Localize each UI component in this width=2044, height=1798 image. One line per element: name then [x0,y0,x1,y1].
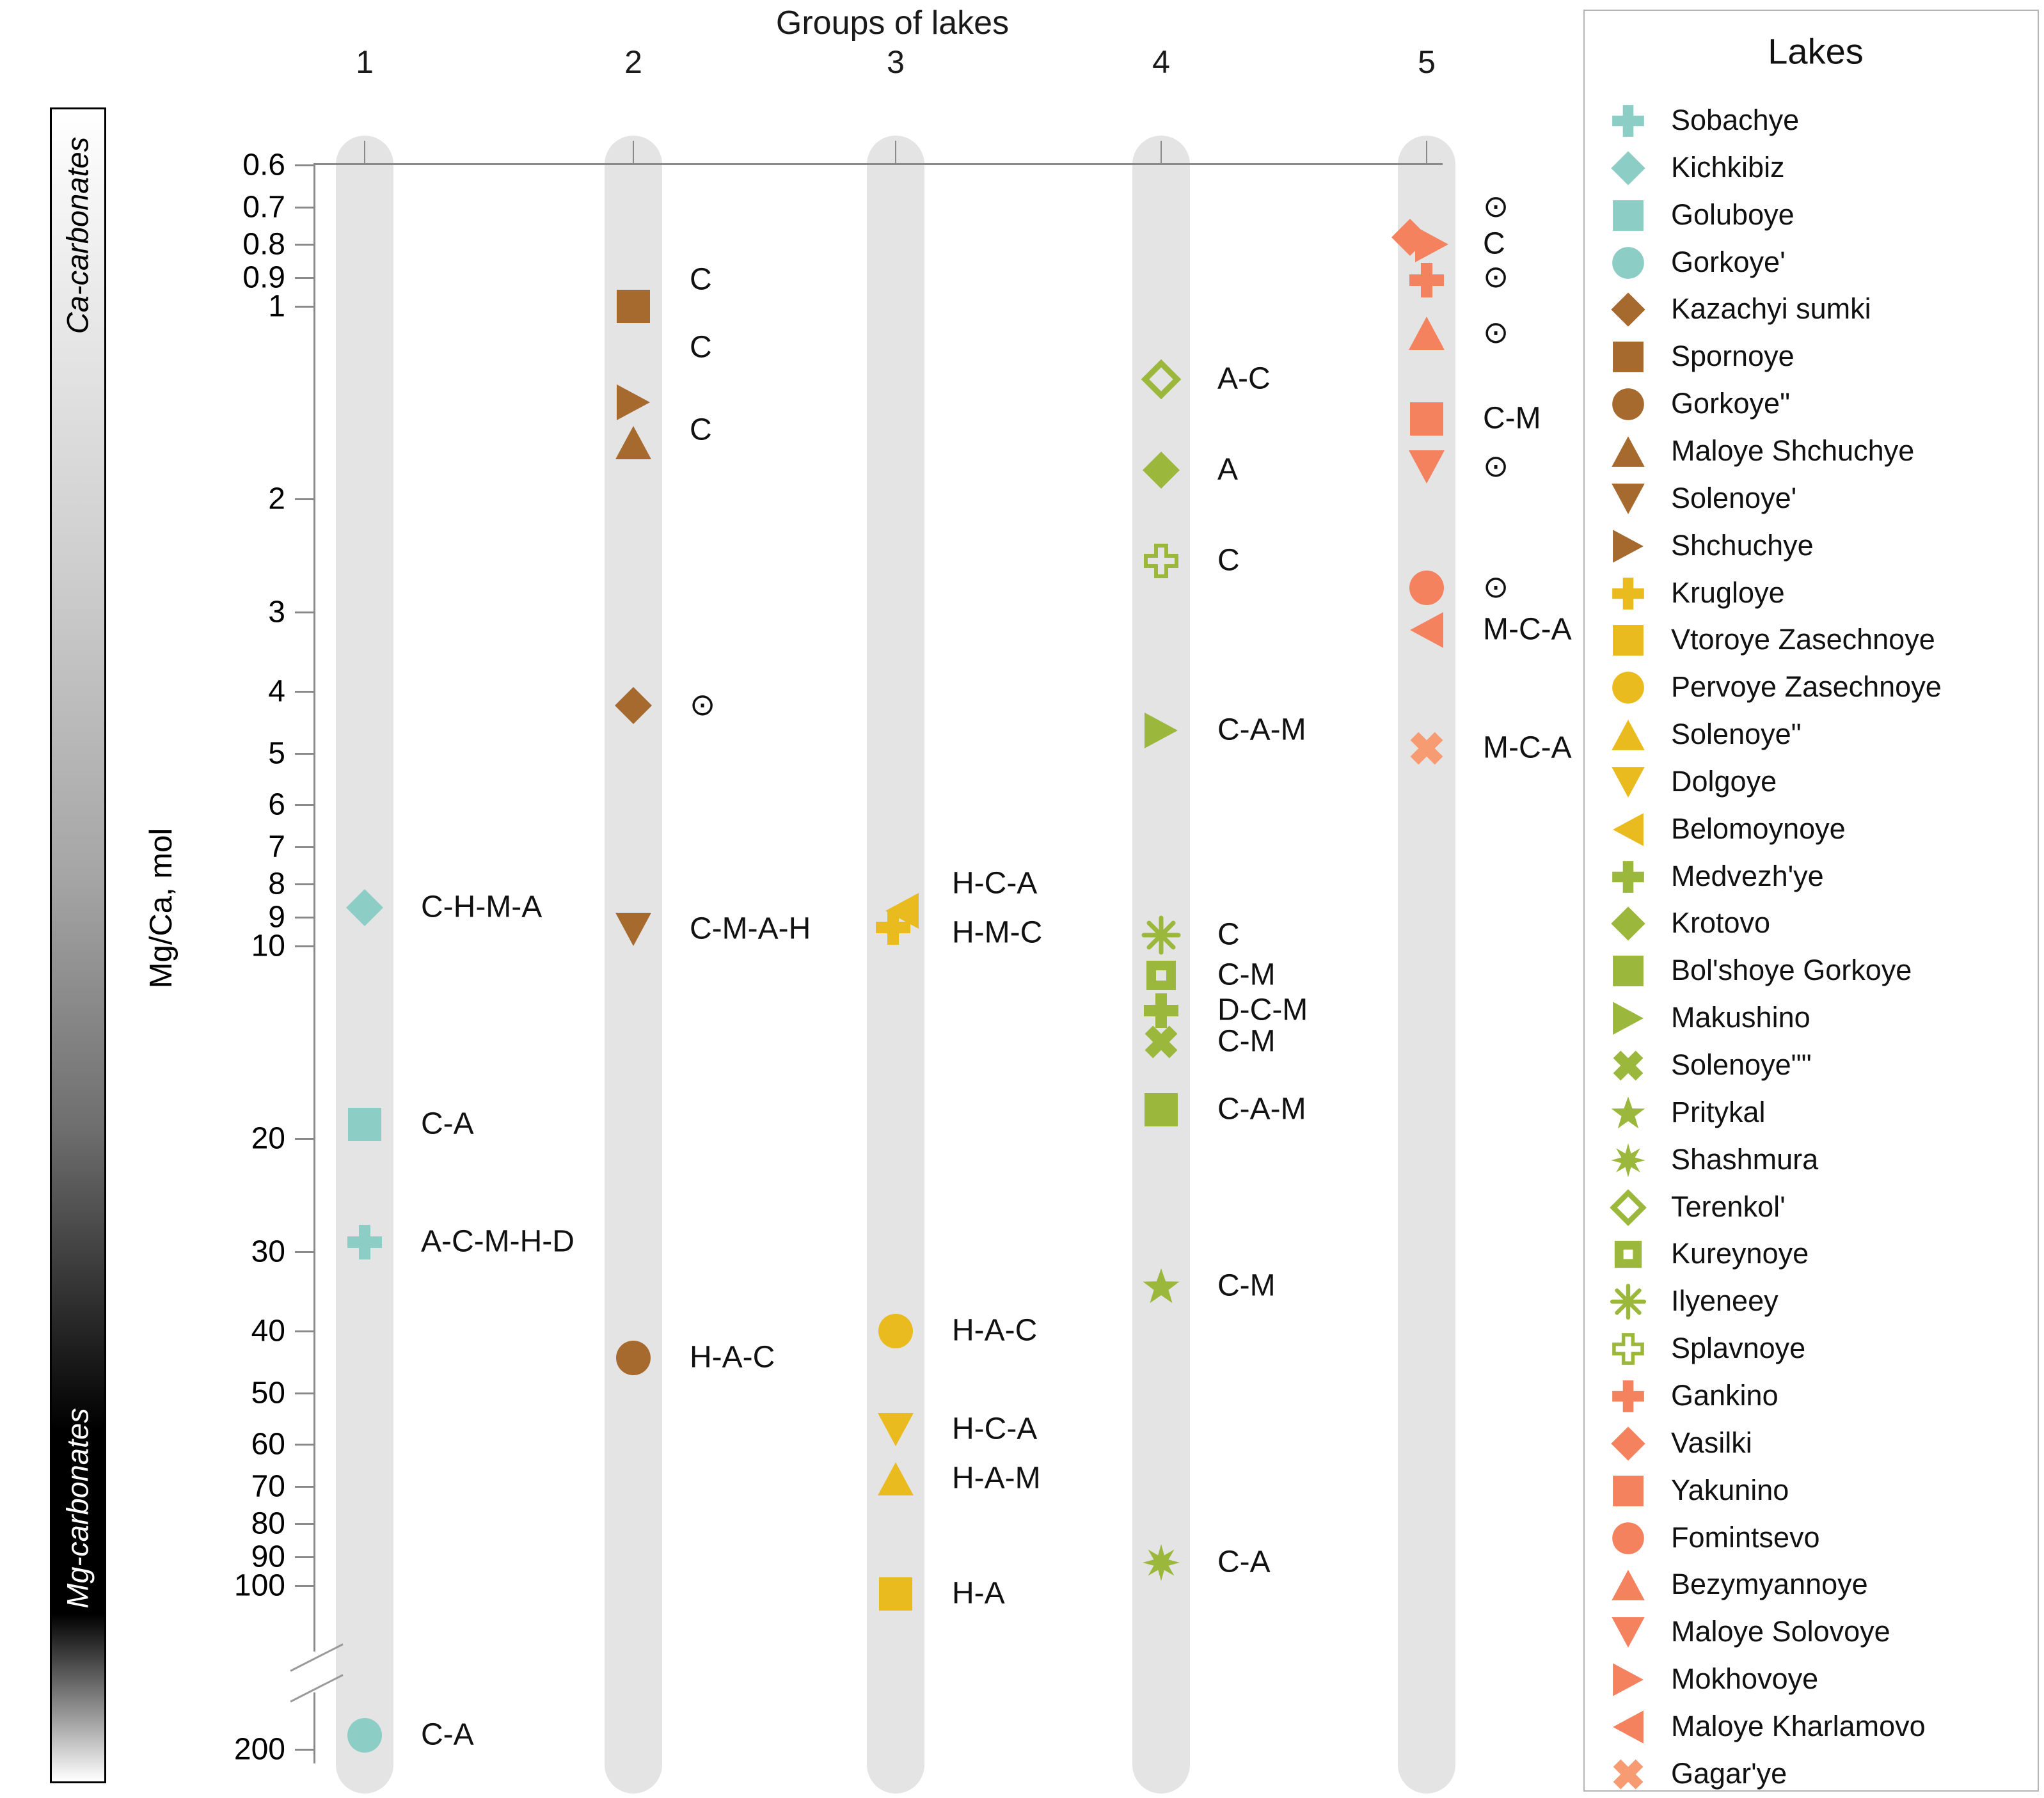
legend-marker-icon [1610,150,1645,185]
marker-plus-open-icon [1142,542,1180,580]
legend-marker-icon [1610,954,1645,989]
marker-square-icon [614,287,653,326]
legend-marker-icon [1610,906,1645,942]
marker-tri-right-icon [1142,711,1180,750]
y-tick [295,883,314,885]
y-tick [295,917,314,919]
legend-item [1607,478,2029,518]
marker-x-icon [1407,729,1446,768]
legend-item [1607,856,2029,896]
group-header: 2 [624,44,642,80]
legend-item [1607,1471,2029,1510]
y-tick [295,1330,314,1332]
marker-square-icon [1142,1091,1180,1129]
marker-diamond-open-icon [1142,360,1180,398]
legend-item-label: Krotovo [1671,906,1771,940]
legend-item [1607,100,2029,140]
marker-tri-left-icon [883,892,921,930]
point-label: H-A-M [952,1461,1041,1495]
legend-item [1607,148,2029,187]
y-tick [295,753,314,755]
point-label: C [690,262,712,297]
y-tick-label: 0.8 [242,227,285,262]
y-tick [295,1585,314,1587]
y-tick [295,1392,314,1394]
legend-item-label: Solenoye"" [1671,1048,1812,1081]
legend-item [1607,950,2029,990]
legend-item-label: Shchuchye [1671,528,1814,562]
legend-item [1607,336,2029,376]
legend-marker-icon [1610,386,1645,422]
point-label: ⊙ [1483,260,1509,294]
legend-marker-icon [1610,1520,1645,1556]
legend-item [1607,903,2029,943]
legend-item-label: Splavnoye [1671,1332,1806,1365]
legend-marker-icon [1610,1095,1645,1130]
marker-tri-left-icon [1407,611,1446,649]
marker-square-icon [345,1105,384,1144]
y-tick-label: 2 [268,482,285,516]
legend-item-label: Sobachye [1671,104,1800,136]
y-tick [295,1486,314,1488]
legend-item [1607,809,2029,849]
marker-square-icon [876,1575,915,1613]
legend-marker-icon [1610,103,1645,138]
y-tick-label: 9 [268,900,285,934]
marker-diamond-icon [614,686,653,725]
y-tick-label: 8 [268,867,285,901]
point-label: C-M [1217,958,1276,992]
y-tick-label: 90 [251,1540,285,1574]
marker-tri-up-icon [1407,314,1446,352]
y-tick-label: 0.6 [242,148,285,182]
y-tick-label: 20 [251,1121,285,1156]
point-label: A-C-M-H-D [421,1224,574,1259]
y-axis-title: Mg/Ca, mol [144,828,178,989]
legend-item-label: Maloye Kharlamovo [1671,1709,1926,1742]
y-tick [295,244,314,246]
y-tick [295,306,314,308]
legend-item-label: Solenoye' [1671,481,1797,514]
legend-marker-icon [1610,1237,1645,1272]
legend-marker-icon [1610,1473,1645,1508]
chart-title: Groups of lakes [775,4,1010,42]
point-label: A [1217,452,1239,487]
legend-marker-icon [1610,623,1645,658]
x-axis-line [314,163,1443,165]
point-label: ⊙ [1483,570,1509,604]
legend-marker-icon [1610,340,1645,375]
y-tick-label: 50 [251,1376,285,1410]
group-top-tick [1161,141,1162,164]
legend-item-label: Solenoye" [1671,718,1802,751]
legend-item [1607,1376,2029,1416]
legend-item-label: Makushino [1671,1001,1810,1034]
point-label: D-C-M [1217,993,1308,1027]
marker-circle-icon [1407,569,1446,607]
point-label: ⊙ [1483,190,1509,225]
legend-marker-icon [1610,528,1645,564]
y-tick-label: 100 [234,1568,285,1603]
legend-marker-icon [1610,1426,1645,1461]
point-label: C-M [1483,401,1541,436]
legend-item [1607,1423,2029,1463]
legend-item [1607,431,2029,471]
marker-tri-down-icon [1407,448,1446,486]
marker-circle-icon [876,1312,915,1350]
point-label: C-A [1217,1545,1271,1579]
legend-marker-icon [1610,1331,1645,1366]
legend-item-label: Pritykal [1671,1095,1766,1128]
y-tick [295,846,314,848]
y-tick-label: 5 [268,736,285,771]
legend-item-label: Kichkibiz [1671,150,1785,184]
legend-marker-icon [1610,859,1645,894]
group-band [336,136,393,1794]
legend-marker-icon [1610,670,1645,706]
point-label: H-A [952,1576,1005,1611]
legend-item-label: Gankino [1671,1378,1779,1412]
marker-tri-right-icon [1413,225,1451,264]
y-tick-label: 60 [251,1427,285,1462]
y-tick [295,691,314,693]
point-label: C [1217,543,1240,578]
legend-marker-icon [1610,245,1645,280]
legend-item [1607,573,2029,613]
y-tick [295,1523,314,1525]
y-tick [295,1749,314,1751]
marker-sunburst-icon [1142,1543,1180,1582]
legend-item [1607,667,2029,707]
point-label: A-C [1217,361,1271,396]
point-label: M-C-A [1483,730,1572,764]
legend-item [1607,1045,2029,1085]
y-tick-label: 10 [251,929,285,963]
legend-item-label: Bol'shoye Gorkoye [1671,954,1912,987]
group-band [1398,136,1455,1794]
y-tick-label: 6 [268,787,285,822]
y-tick [295,1556,314,1558]
marker-square-hole-icon [1142,956,1180,995]
point-label: C-M-A-H [690,911,811,945]
legend-item-label: Vtoroye Zasechnoye [1671,623,1935,656]
legend-marker-icon [1610,481,1645,516]
marker-star-icon [1142,1267,1180,1305]
legend-item [1607,242,2029,282]
ca-carbonates-label: Ca-carbonates [60,136,95,335]
legend-marker-icon [1610,717,1645,752]
legend-marker-icon [1610,764,1645,800]
point-label: C-M [1217,1268,1276,1303]
legend-marker-icon [1610,1615,1645,1650]
legend-item [1607,384,2029,423]
point-label: C-A-M [1217,1092,1306,1126]
legend-item-label: Vasilki [1671,1426,1752,1459]
marker-diamond-icon [345,888,384,927]
point-label: H-C-A [952,866,1038,901]
legend-item [1607,1281,2029,1321]
legend-item [1607,1565,2029,1604]
legend-item [1607,998,2029,1037]
legend-item-label: Ilyeneey [1671,1284,1779,1318]
group-header: 5 [1418,44,1436,80]
group-header: 3 [887,44,905,80]
group-top-tick [633,141,634,164]
legend-marker-icon [1610,1048,1645,1083]
legend-item-label: Dolgoye [1671,764,1777,798]
point-label: C [690,330,712,365]
legend-item-label: Kazachyi sumki [1671,292,1871,326]
marker-plus-icon [345,1223,384,1261]
legend-marker-icon [1610,1756,1645,1792]
legend-item-label: Terenkol' [1671,1190,1786,1223]
legend-item [1607,289,2029,329]
point-label: M-C-A [1483,611,1572,646]
point-label: C-A [421,1107,474,1141]
marker-plus-icon [1407,261,1446,299]
y-tick [295,1444,314,1446]
legend-item-label: Gorkoye' [1671,245,1786,278]
point-label: C [690,412,712,446]
legend-item-label: Maloye Solovoye [1671,1615,1890,1648]
legend-item [1607,1187,2029,1227]
legend-item [1607,1329,2029,1368]
legend-marker-icon [1610,1662,1645,1697]
marker-tri-up-icon [876,1460,915,1498]
legend-item-label: Fomintsevo [1671,1520,1820,1554]
legend-marker-icon [1610,576,1645,611]
group-header: 4 [1152,44,1170,80]
marker-tri-right-icon [614,383,653,422]
marker-tri-down-icon [876,1410,915,1449]
point-label: H-A-C [690,1340,775,1375]
marker-diamond-icon [1142,451,1180,489]
legend-item-label: Mokhovoye [1671,1662,1819,1696]
legend-item [1607,195,2029,235]
legend-item [1607,762,2029,801]
y-tick-label: 0.7 [242,190,285,225]
y-tick-label: 80 [251,1506,285,1541]
legend-item-label: Pervoye Zasechnoye [1671,670,1942,704]
point-label: H-A-C [952,1313,1038,1348]
mg-carbonates-label: Mg-carbonates [60,1408,95,1609]
marker-tri-up-icon [614,423,653,462]
group-top-tick [895,141,896,164]
legend-item-label: Belomoynoye [1671,812,1846,845]
y-tick-label: 3 [268,595,285,629]
legend-marker-icon [1610,1568,1645,1603]
y-tick [295,945,314,947]
legend-marker-icon [1610,1378,1645,1414]
legend-item [1607,1092,2029,1132]
y-tick [295,611,314,613]
legend-item-label: Spornoye [1671,340,1794,373]
legend-marker-icon [1610,292,1645,327]
legend-item [1607,1140,2029,1179]
legend-marker-icon [1610,812,1645,847]
y-tick [295,1251,314,1253]
legend-item-label: Bezymyannoye [1671,1568,1868,1601]
legend-item-label: Goluboye [1671,198,1794,231]
legend-item-label: Krugloye [1671,576,1785,609]
y-tick-label: 0.9 [242,260,285,295]
marker-circle-icon [345,1716,384,1755]
legend-item [1607,1754,2029,1794]
legend-item [1607,526,2029,565]
marker-asterisk-icon [1142,916,1180,954]
legend-marker-icon [1610,434,1645,469]
y-tick [295,277,314,279]
y-tick-label: 70 [251,1469,285,1504]
group-top-tick [1426,141,1427,164]
point-label: C-H-M-A [421,890,543,924]
legend-marker-icon [1610,1001,1645,1036]
y-tick-label: 1 [268,289,285,324]
point-label: H-C-A [952,1412,1038,1446]
point-label: ⊙ [690,688,716,722]
legend-item-label: Shashmura [1671,1142,1819,1176]
point-label: ⊙ [1483,449,1509,484]
point-label: ⊙ [1483,315,1509,350]
legend-title: Lakes [1768,31,1864,72]
legend-item [1607,714,2029,754]
legend-marker-icon [1610,1190,1645,1225]
legend-item-label: Yakunino [1671,1473,1789,1506]
point-label: C-A-M [1217,713,1306,747]
y-tick-label: 200 [234,1732,285,1767]
legend-item [1607,1707,2029,1746]
legend-item [1607,1518,2029,1557]
y-tick [295,1138,314,1140]
legend-item-label: Maloye Shchuchye [1671,434,1915,467]
legend-item-label: Gagar'ye [1671,1756,1787,1790]
legend-marker-icon [1610,1709,1645,1744]
legend-marker-icon [1610,1142,1645,1178]
legend-item-label: Gorkoye" [1671,387,1791,420]
legend-item [1607,1234,2029,1274]
point-label: C-A [421,1717,474,1752]
y-tick [295,804,314,806]
y-tick [295,207,314,209]
marker-circle-icon [614,1339,653,1377]
y-tick-label: 30 [251,1234,285,1269]
legend-item [1607,1659,2029,1699]
point-label: C [1483,226,1505,261]
marker-square-icon [1407,400,1446,438]
marker-tri-down-icon [614,910,653,949]
group-header: 1 [356,44,374,80]
legend-item-label: Kureynoye [1671,1237,1809,1270]
legend-item [1607,620,2029,659]
y-tick-label: 40 [251,1314,285,1348]
point-label: C-M [1217,1024,1276,1059]
point-label: C [1217,917,1240,952]
y-tick-label: 4 [268,674,285,709]
y-tick-label: 7 [268,830,285,864]
legend-item-label: Medvezh'ye [1671,859,1824,892]
group-top-tick [364,141,365,164]
y-tick [295,164,314,166]
legend-item [1607,1612,2029,1652]
group-band [867,136,924,1794]
y-tick [295,498,314,500]
legend-marker-icon [1610,198,1645,233]
marker-x-icon [1142,1023,1180,1061]
point-label: H-M-C [952,915,1043,950]
legend-marker-icon [1610,1284,1645,1320]
